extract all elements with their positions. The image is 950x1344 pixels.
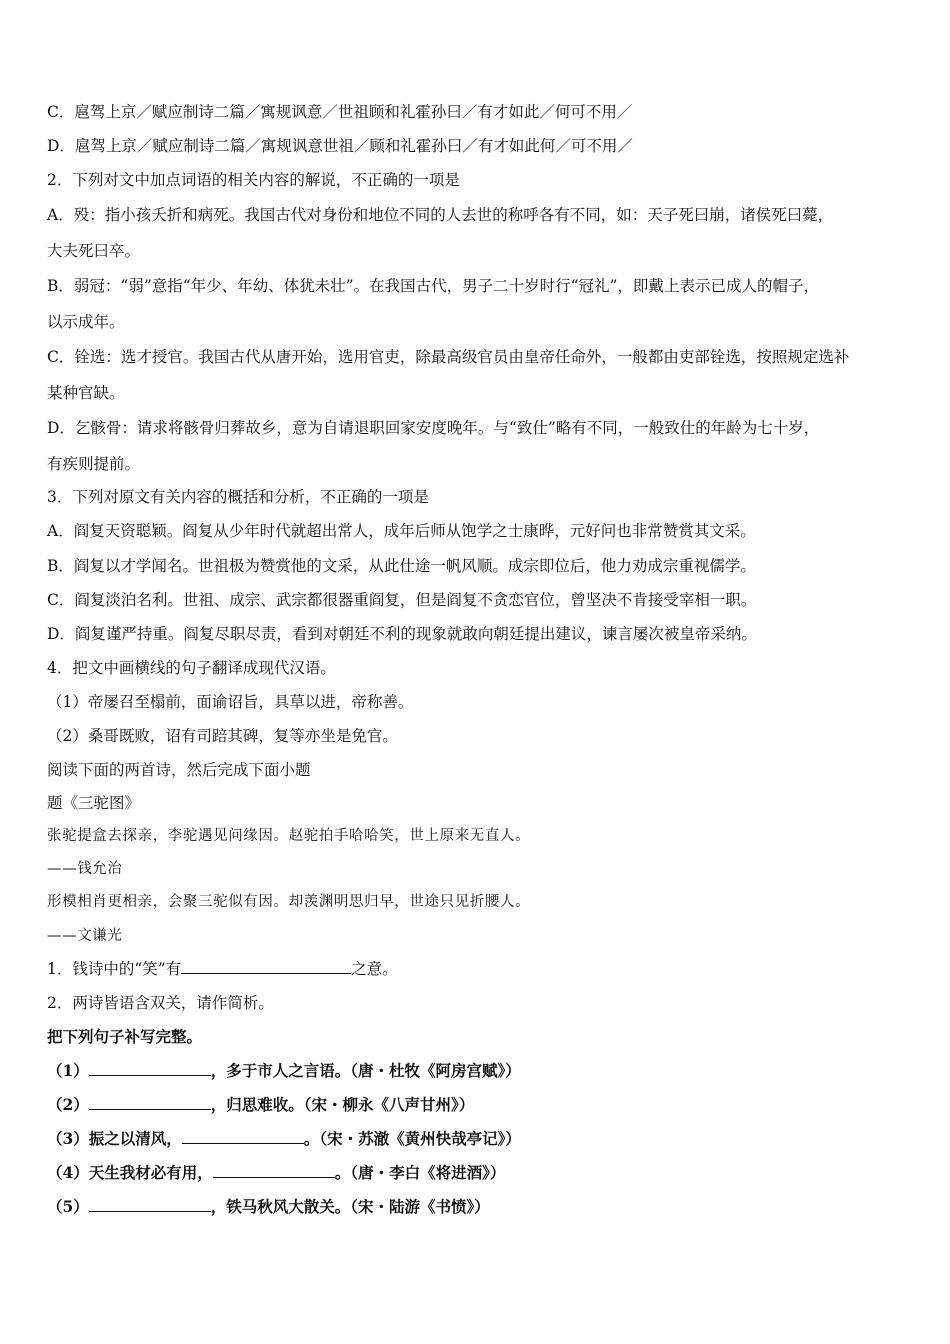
- fill-item-number: （1）: [47, 1061, 89, 1080]
- fill-item-3: [47, 1129, 920, 1149]
- q2-option-a-line1: A．殁：指小孩夭折和病死。我国古代对身份和地位不同的人去世的称呼各有不同，如：天子死曰崩，诸侯死曰薨，: [47, 206, 834, 224]
- answer-blank[interactable]: [213, 1163, 335, 1178]
- q3-option-b: B．阎复以才学闻名。世祖极为赞赏他的文采，从此仕途一帆风顺。成宗即位后，他力劝成宗重视儒学。: [47, 557, 756, 575]
- q3-stem: 3．下列对原文有关内容的概括和分析，不正确的一项是: [47, 488, 429, 506]
- fill-heading: 把下列句子补写完整。: [47, 1027, 203, 1046]
- poem-title: 题《三驼图》: [47, 794, 141, 812]
- fill-item-number: （2）: [47, 1095, 89, 1114]
- fill-item-1: [47, 1061, 920, 1081]
- fill-item-suffix: ，归思难收。（宋・柳永《八声甘州》）: [210, 1095, 475, 1114]
- answer-blank[interactable]: [89, 1061, 211, 1076]
- q1-option-c: C．扈驾上京／赋应制诗二篇／寓规讽意／世祖顾和礼霍孙曰／有才如此／何可不用／: [47, 103, 633, 121]
- q2-stem: 2．下列对文中加点词语的相关内容的解说，不正确的一项是: [47, 171, 460, 189]
- fill-item-suffix: 。（唐・李白《将进酒》）: [334, 1163, 506, 1182]
- poem-question-1-prefix: 1．钱诗中的“笑”有: [47, 960, 182, 978]
- answer-blank[interactable]: [89, 1095, 211, 1110]
- q4-stem: 4．把文中画横线的句子翻译成现代汉语。: [47, 659, 336, 677]
- fill-item-prefix: 振之以清风，: [88, 1129, 182, 1148]
- poems-intro: 阅读下面的两首诗，然后完成下面小题: [47, 761, 311, 779]
- fill-item-number: （4）: [47, 1163, 89, 1182]
- fill-item-suffix: ，多于市人之言语。（唐・杜牧《阿房宫赋》）: [210, 1061, 521, 1080]
- poem-1-author: ——钱允治: [47, 861, 123, 877]
- poem-question-2: 2．两诗皆语含双关，请作简析。: [47, 994, 274, 1012]
- poem-2-author: ——文谦光: [47, 928, 123, 944]
- fill-item-suffix: ，铁马秋风大散关。（宋・陆游《书愤》）: [210, 1197, 490, 1216]
- q2-option-a-line2: 大夫死曰卒。: [47, 242, 141, 260]
- fill-item-5: [47, 1197, 920, 1217]
- fill-item-suffix: 。（宋・苏澈《黄州快哉亭记》）: [303, 1129, 521, 1148]
- answer-blank[interactable]: [182, 1129, 304, 1144]
- q3-option-d: D．阎复谨严持重。阎复尽职尽责，看到对朝廷不利的现象就敢向朝廷提出建议，谏言屡次被皇帝采纳。: [47, 625, 757, 643]
- q4-sentence-2: （2）桑哥既败，诏有司踣其碑，复等亦坐是免官。: [47, 727, 398, 745]
- q2-option-d-line2: 有疾则提前。: [47, 455, 141, 473]
- poem-1-text: 张驼提盒去探亲，李驼遇见问缘因。赵驼拍手哈哈笑，世上原来无直人。: [47, 828, 531, 844]
- poem-question-1: [47, 959, 920, 979]
- q2-option-b-line2: 以示成年。: [47, 313, 125, 331]
- q2-option-d-line1: D．乞骸骨：请求将骸骨归葬故乡，意为自请退职回家安度晚年。与“致仕”略有不同，一般致仕的年龄为七十岁，: [47, 419, 820, 437]
- poem-question-1-suffix: 之意。: [351, 960, 398, 978]
- fill-item-number: （5）: [47, 1197, 89, 1216]
- q2-option-c-line1: C．铨选：选才授官。我国古代从唐开始，选用官吏，除最高级官员由皇帝任命外，一般都由吏部铨选，按照规定选补: [47, 348, 850, 366]
- q2-option-c-line2: 某种官缺。: [47, 384, 125, 402]
- answer-blank[interactable]: [89, 1197, 211, 1212]
- fill-item-prefix: 天生我材必有用，: [88, 1163, 213, 1182]
- fill-item-number: （3）: [47, 1129, 89, 1148]
- q3-option-c: C．阎复淡泊名利。世祖、成宗、武宗都很器重阎复，但是阎复不贪恋官位，曾坚决不肯接受宰相一职。: [47, 591, 757, 609]
- fill-item-2: [47, 1095, 920, 1115]
- poem-2-text: 形模相肖更相亲，会聚三驼似有因。却羡渊明思归早，世途只见折腰人。: [47, 894, 531, 910]
- answer-blank[interactable]: [181, 959, 351, 974]
- q1-option-d: D．扈驾上京／赋应制诗二篇／寓规讽意世祖／顾和礼霍孙曰／有才如此何／可不用／: [47, 137, 633, 155]
- fill-item-4: [47, 1163, 920, 1183]
- q2-option-b-line1: B．弱冠：“弱”意指“年少、年幼、体犹未壮”。在我国古代，男子二十岁时行“冠礼”，即戴上表示已成人的帽子，: [47, 277, 819, 295]
- q3-option-a: A．阎复天资聪颖。阎复从少年时代就超出常人，成年后师从饱学之士康晔，元好问也非常赞赏其文采。: [47, 522, 756, 540]
- q4-sentence-1: （1）帝屡召至榻前，面谕诏旨，具草以进，帝称善。: [47, 693, 414, 711]
